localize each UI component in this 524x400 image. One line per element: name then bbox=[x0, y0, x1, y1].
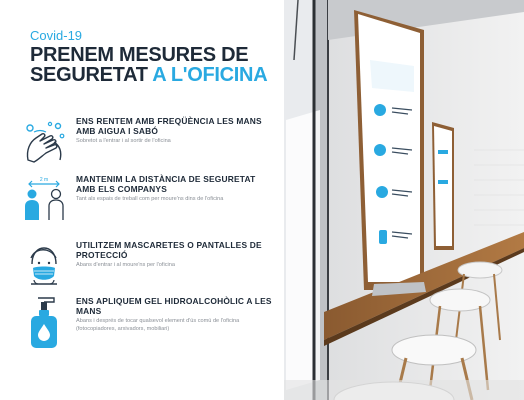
hand-sanitizer-icon bbox=[18, 296, 70, 350]
measure-description: Tant als espais de treball com per moure'ns dins de l'oficina bbox=[76, 196, 224, 202]
measure-text bbox=[70, 240, 276, 270]
measure-description: Sobretot a l'entrar i al sortir de l'oficina bbox=[76, 138, 171, 144]
measure-text bbox=[70, 296, 276, 333]
headline-line-1: PRENEM MESURES DE bbox=[30, 44, 249, 66]
covid-tag: Covid-19 bbox=[30, 28, 83, 43]
measure-text bbox=[70, 174, 276, 204]
handwashing-icon bbox=[18, 116, 70, 170]
distance-label: 2 m bbox=[39, 177, 49, 183]
social-distance-icon bbox=[18, 174, 70, 228]
measure-title: ENS APLIQUEM GEL HIDROALCOHÒLIC A LES MANS bbox=[76, 296, 272, 316]
measure-title: ENS RENTEM AMB FREQÜÈNCIA LES MANS AMB AIGUA I SABÓ bbox=[76, 116, 262, 136]
headline-line-2 bbox=[30, 65, 270, 85]
headline bbox=[30, 45, 270, 85]
headline-line-2-main: SEGURETAT bbox=[30, 64, 153, 86]
measure-text bbox=[70, 116, 276, 146]
headline-accent: A L'OFICINA bbox=[152, 64, 268, 86]
measure-description: Abans d'entrar i al moure'ns per l'oficina bbox=[76, 262, 175, 268]
measure-handwashing bbox=[18, 116, 276, 170]
face-mask-icon bbox=[18, 240, 70, 294]
measure-title: MANTENIM LA DISTÀNCIA DE SEGURETAT AMB ELS COMPANYS bbox=[76, 174, 256, 194]
measure-distance bbox=[18, 174, 276, 228]
measure-sanitizer bbox=[18, 296, 276, 350]
office-photo bbox=[284, 0, 524, 400]
measure-title: UTILITZEM MASCARETES O PANTALLES DE PROTECCIÓ bbox=[76, 240, 262, 260]
measure-mask bbox=[18, 240, 276, 294]
measure-description: Abans i després de tocar qualsevol element d'ús comú de l'oficina (fotocopiadores, arxivadors, mobiliari) bbox=[76, 318, 240, 332]
